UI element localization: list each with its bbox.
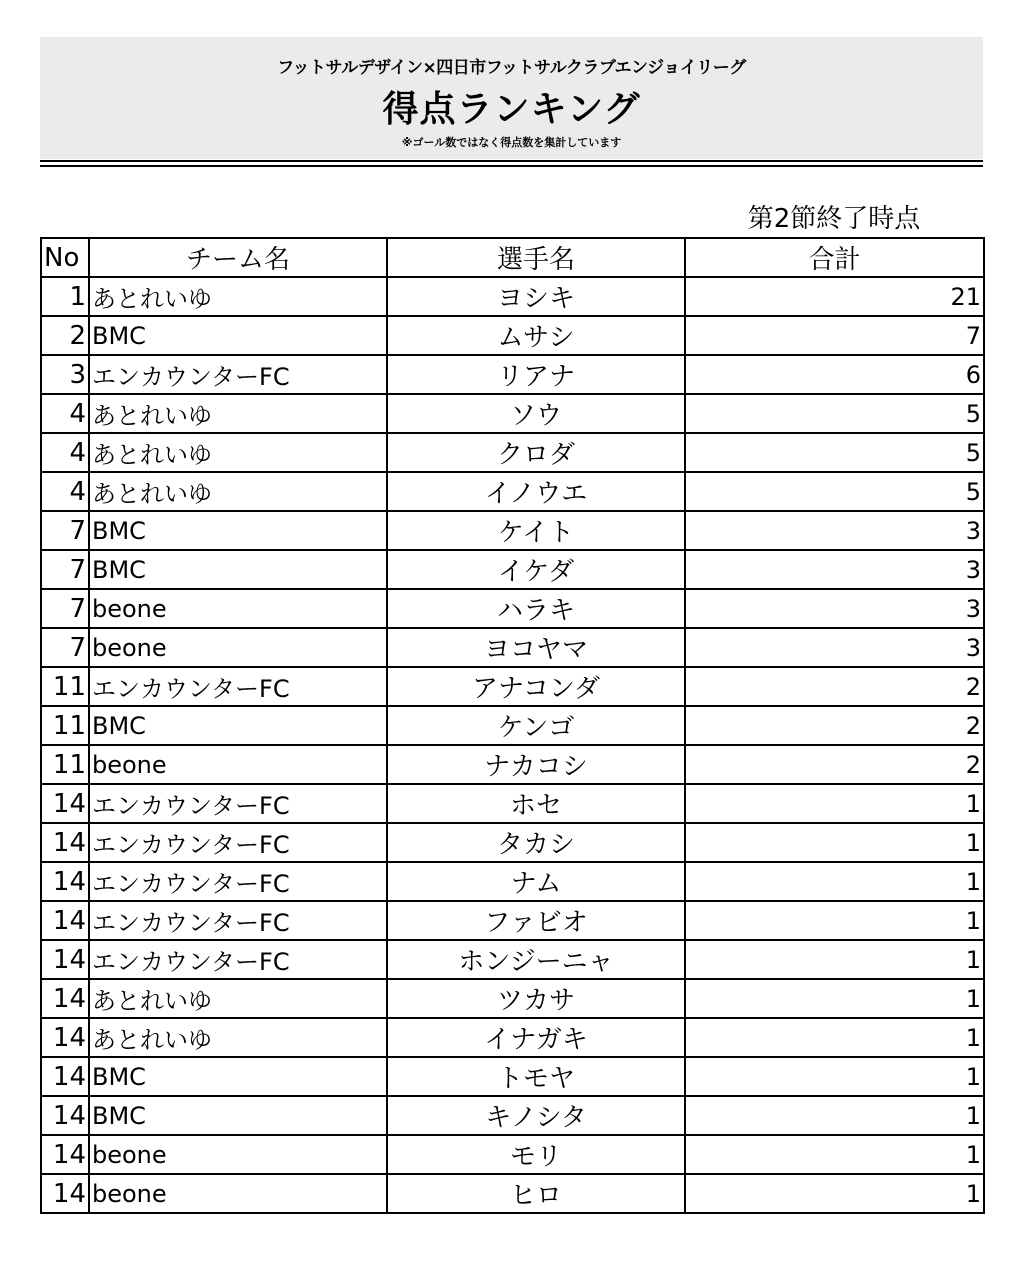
team-cell: エンカウンターFC	[89, 784, 387, 823]
table-row	[41, 979, 984, 1018]
team-cell: あとれいゆ	[89, 277, 387, 316]
league-subtitle: フットサルデザイン×四日市フットサルクラブエンジョイリーグ	[277, 58, 746, 78]
team-cell: BMC	[89, 1057, 387, 1096]
total-cell: 7	[685, 316, 984, 355]
team-cell: あとれいゆ	[89, 394, 387, 433]
table-row	[41, 706, 984, 745]
team-cell: beone	[89, 1174, 387, 1213]
rank-cell: 4	[41, 433, 89, 472]
team-cell: あとれいゆ	[89, 979, 387, 1018]
total-cell: 1	[685, 1135, 984, 1174]
player-cell: ホンジーニャ	[387, 940, 685, 979]
player-cell: ファビオ	[387, 901, 685, 940]
rank-cell: 7	[41, 628, 89, 667]
total-cell: 21	[685, 277, 984, 316]
player-cell: ソウ	[387, 394, 685, 433]
rank-cell: 3	[41, 355, 89, 394]
total-cell: 1	[685, 1057, 984, 1096]
rank-cell: 7	[41, 589, 89, 628]
total-cell: 1	[685, 784, 984, 823]
rank-cell: 7	[41, 550, 89, 589]
table-row	[41, 628, 984, 667]
rank-cell: 14	[41, 1135, 89, 1174]
player-cell: クロダ	[387, 433, 685, 472]
rank-cell: 14	[41, 784, 89, 823]
total-cell: 1	[685, 940, 984, 979]
total-cell: 5	[685, 433, 984, 472]
team-cell: BMC	[89, 1096, 387, 1135]
total-cell: 1	[685, 823, 984, 862]
rank-cell: 14	[41, 940, 89, 979]
player-cell: ハラキ	[387, 589, 685, 628]
rank-cell: 11	[41, 667, 89, 706]
total-cell: 2	[685, 667, 984, 706]
total-cell: 3	[685, 628, 984, 667]
player-cell: イナガキ	[387, 1018, 685, 1057]
table-header-row	[41, 238, 984, 277]
team-cell: BMC	[89, 511, 387, 550]
player-cell: ヨコヤマ	[387, 628, 685, 667]
rank-cell: 14	[41, 862, 89, 901]
header-divider-bottom	[40, 165, 983, 167]
rank-cell: 4	[41, 394, 89, 433]
table-row	[41, 745, 984, 784]
rank-cell: 14	[41, 1096, 89, 1135]
table-row	[41, 1057, 984, 1096]
player-cell: ナカコシ	[387, 745, 685, 784]
player-cell: ケイト	[387, 511, 685, 550]
player-cell: ホセ	[387, 784, 685, 823]
player-cell: ヨシキ	[387, 277, 685, 316]
total-cell: 5	[685, 394, 984, 433]
ranking-body	[41, 277, 984, 1213]
rank-cell: 4	[41, 472, 89, 511]
table-row	[41, 1018, 984, 1057]
player-cell: キノシタ	[387, 1096, 685, 1135]
player-cell: ムサシ	[387, 316, 685, 355]
team-cell: あとれいゆ	[89, 433, 387, 472]
team-cell: あとれいゆ	[89, 1018, 387, 1057]
team-cell: beone	[89, 589, 387, 628]
table-row	[41, 901, 984, 940]
rank-cell: 2	[41, 316, 89, 355]
team-cell: エンカウンターFC	[89, 667, 387, 706]
team-cell: エンカウンターFC	[89, 823, 387, 862]
team-cell: エンカウンターFC	[89, 901, 387, 940]
total-cell: 6	[685, 355, 984, 394]
table-row	[41, 862, 984, 901]
table-row	[41, 823, 984, 862]
rank-cell: 14	[41, 1018, 89, 1057]
player-cell: イケダ	[387, 550, 685, 589]
total-cell: 2	[685, 706, 984, 745]
player-cell: ツカサ	[387, 979, 685, 1018]
rank-cell: 7	[41, 511, 89, 550]
table-row	[41, 511, 984, 550]
column-header-team: チーム名	[89, 238, 387, 277]
rank-cell: 14	[41, 1174, 89, 1213]
player-cell: トモヤ	[387, 1057, 685, 1096]
table-row	[41, 316, 984, 355]
scoring-note: ※ゴール数ではなく得点数を集計しています	[401, 136, 622, 149]
table-row	[41, 1174, 984, 1213]
table-row	[41, 589, 984, 628]
team-cell: エンカウンターFC	[89, 862, 387, 901]
total-cell: 3	[685, 589, 984, 628]
team-cell: beone	[89, 745, 387, 784]
player-cell: ヒロ	[387, 1174, 685, 1213]
table-row	[41, 667, 984, 706]
team-cell: エンカウンターFC	[89, 940, 387, 979]
table-row	[41, 784, 984, 823]
total-cell: 1	[685, 901, 984, 940]
player-cell: タカシ	[387, 823, 685, 862]
total-cell: 2	[685, 745, 984, 784]
player-cell: ナム	[387, 862, 685, 901]
rank-cell: 14	[41, 823, 89, 862]
team-cell: あとれいゆ	[89, 472, 387, 511]
column-header-player: 選手名	[387, 238, 685, 277]
header-banner	[40, 37, 983, 159]
column-header-total: 合計	[685, 238, 984, 277]
table-row	[41, 433, 984, 472]
total-cell: 1	[685, 1018, 984, 1057]
total-cell: 1	[685, 1174, 984, 1213]
total-cell: 1	[685, 979, 984, 1018]
team-cell: beone	[89, 628, 387, 667]
team-cell: BMC	[89, 706, 387, 745]
table-row	[41, 277, 984, 316]
team-cell: エンカウンターFC	[89, 355, 387, 394]
player-cell: アナコンダ	[387, 667, 685, 706]
player-cell: ケンゴ	[387, 706, 685, 745]
total-cell: 1	[685, 862, 984, 901]
total-cell: 3	[685, 511, 984, 550]
player-cell: イノウエ	[387, 472, 685, 511]
rank-cell: 14	[41, 901, 89, 940]
page-title: 得点ランキング	[382, 89, 641, 130]
team-cell: beone	[89, 1135, 387, 1174]
rank-cell: 11	[41, 745, 89, 784]
table-row	[41, 472, 984, 511]
team-cell: BMC	[89, 550, 387, 589]
team-cell: BMC	[89, 316, 387, 355]
column-header-no: No	[41, 238, 89, 277]
table-row	[41, 550, 984, 589]
header-divider-top	[40, 160, 983, 162]
rank-cell: 11	[41, 706, 89, 745]
player-cell: リアナ	[387, 355, 685, 394]
total-cell: 3	[685, 550, 984, 589]
ranking-table	[40, 237, 985, 1214]
table-row	[41, 1096, 984, 1135]
rank-cell: 14	[41, 979, 89, 1018]
table-row	[41, 355, 984, 394]
table-row	[41, 1135, 984, 1174]
total-cell: 1	[685, 1096, 984, 1135]
rank-cell: 1	[41, 277, 89, 316]
total-cell: 5	[685, 472, 984, 511]
table-row	[41, 940, 984, 979]
rank-cell: 14	[41, 1057, 89, 1096]
as-of-label: 第2節終了時点	[747, 204, 921, 234]
table-row	[41, 394, 984, 433]
player-cell: モリ	[387, 1135, 685, 1174]
